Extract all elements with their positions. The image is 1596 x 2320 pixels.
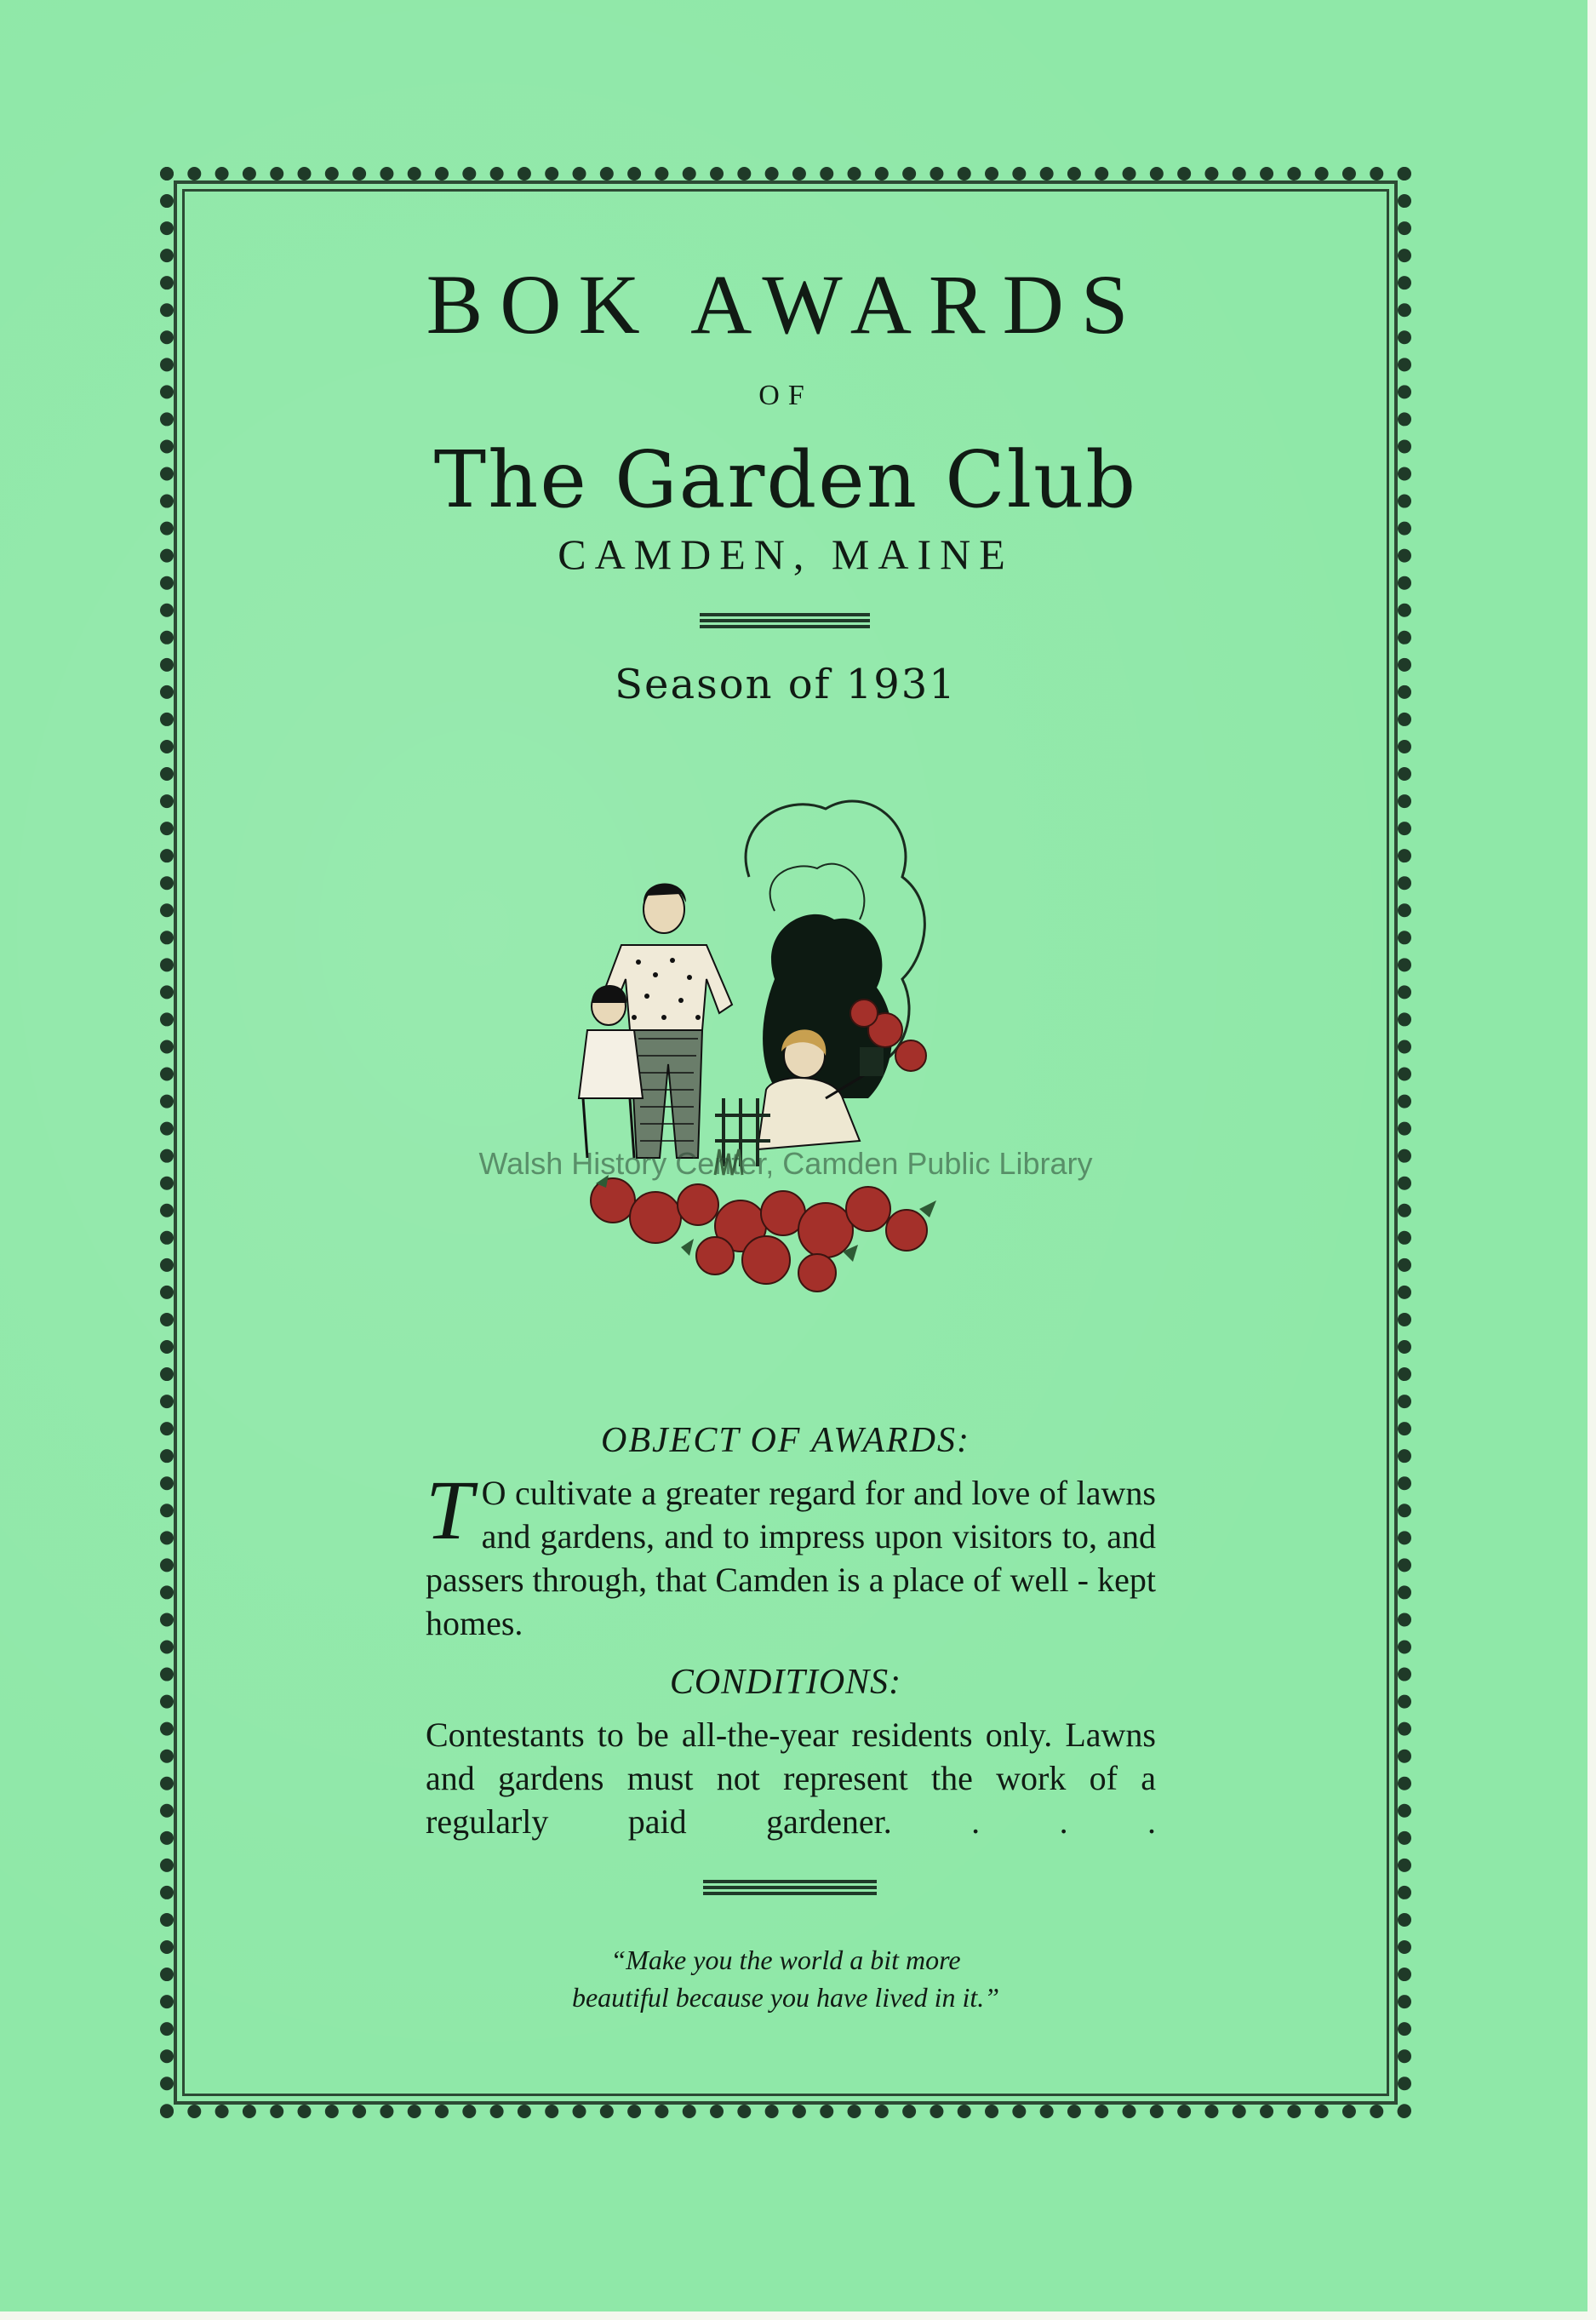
object-paragraph	[426, 1463, 1156, 1645]
scan-margin-right	[1587, 0, 1596, 2320]
object-heading: OBJECT OF AWARDS:	[601, 1421, 970, 1460]
club-name: The Garden Club	[433, 434, 1138, 525]
library-watermark: Walsh History Center, Camden Public Library	[478, 1146, 1093, 1181]
quote-line-1: “Make you the world a bit more	[610, 1945, 961, 1975]
decorative-rule-bottom	[703, 1880, 877, 1895]
conditions-text: Contestants to be all-the-year residents only. Lawns and gardens must not represent the work of a regularly paid gardener. . . .	[426, 1716, 1156, 1841]
quote-line-2: beautiful because you have lived in it.”	[571, 1982, 1000, 2013]
page-title: BOK AWARDS	[426, 257, 1146, 352]
of-label: OF	[758, 380, 813, 411]
location-label: CAMDEN, MAINE	[558, 530, 1014, 578]
garden-family-illustration	[562, 775, 962, 1311]
season-label: Season of 1931	[615, 661, 957, 708]
object-text: O cultivate a greater regard for and love of lawns and gardens, and to impress upon visitors to, and passers through, that Camden is a place of well - kept homes.	[426, 1474, 1156, 1642]
scan-margin-bottom	[0, 2311, 1596, 2320]
conditions-heading: CONDITIONS:	[669, 1663, 902, 1702]
closing-quote	[160, 1941, 1411, 2016]
drop-cap: T	[426, 1463, 473, 1557]
decorative-rule-top	[700, 613, 870, 628]
